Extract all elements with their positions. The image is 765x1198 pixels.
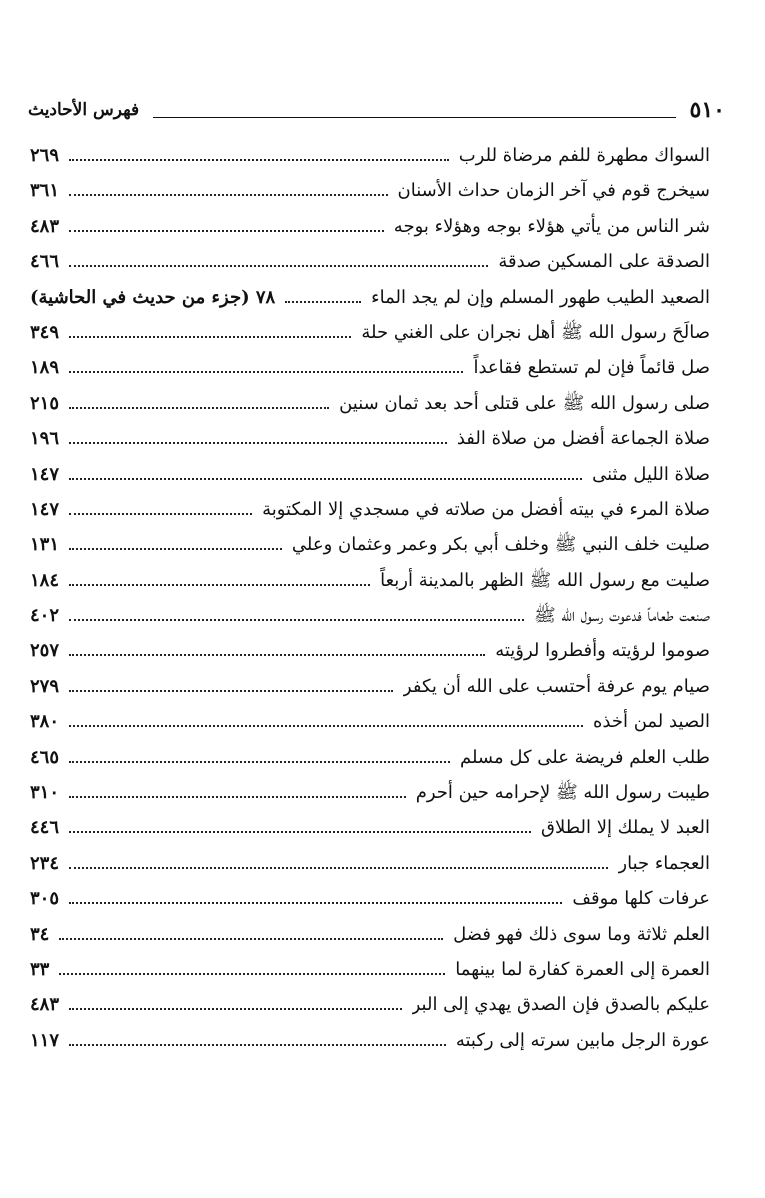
dot-leader — [59, 973, 445, 975]
dot-leader — [69, 442, 447, 444]
hadith-text: العبد لا يملك إلا الطلاق — [541, 817, 710, 839]
hadith-text: صلى رسول الله ﷺ على قتلى أحد بعد ثمان سنين — [339, 392, 710, 414]
index-entry — [30, 669, 710, 704]
index-entry — [30, 598, 710, 633]
page-reference: ٤٤٦ — [30, 817, 60, 839]
index-entry — [30, 740, 710, 775]
dot-leader — [69, 336, 351, 338]
dot-leader — [69, 407, 329, 409]
index-entry — [30, 987, 710, 1022]
index-entry — [30, 421, 710, 456]
dot-leader — [285, 301, 361, 303]
hadith-text: صنعت طعاماً فدعوت رسول الله ﷺ — [533, 605, 710, 627]
dot-leader — [69, 230, 384, 232]
dot-leader — [69, 690, 393, 692]
hadith-text: العمرة إلى العمرة كفارة لما بينهما — [455, 958, 710, 980]
index-entry — [30, 952, 710, 987]
page-reference: ٤٠٢ — [30, 605, 60, 627]
dot-leader — [69, 831, 531, 833]
page-reference: ١٣١ — [30, 534, 60, 556]
page-reference: ٣٤٩ — [30, 321, 60, 343]
index-entry — [30, 280, 710, 315]
page-reference: ٣٦١ — [30, 180, 60, 202]
page-header — [28, 94, 725, 122]
index-entry — [30, 492, 710, 527]
dot-leader — [69, 867, 608, 869]
page-reference: ٧٨ (جزء من حديث في الحاشية) — [30, 286, 276, 308]
hadith-text: سيخرج قوم في آخر الزمان حداث الأسنان — [397, 180, 710, 202]
index-entry — [30, 881, 710, 916]
index-entry — [30, 173, 710, 208]
dot-leader — [69, 761, 450, 763]
page-number: ٥١٠ — [689, 97, 725, 123]
index-entry — [30, 244, 710, 279]
hadith-text: طيبت رسول الله ﷺ لإحرامه حين أحرم — [415, 782, 710, 804]
dot-leader — [69, 1044, 446, 1046]
dot-leader — [69, 796, 406, 798]
dot-leader — [69, 159, 449, 161]
page-reference: ٤٦٥ — [30, 746, 60, 768]
hadith-text: صلاة المرء في بيته أفضل من صلاته في مسجدي إلا المكتوبة — [262, 498, 710, 520]
dot-leader — [59, 938, 443, 940]
dot-leader — [69, 194, 387, 196]
hadith-text: السواك مطهرة للفم مرضاة للرب — [458, 145, 710, 166]
dot-leader — [69, 725, 583, 727]
page-reference: ٤٨٣ — [30, 994, 60, 1016]
dot-leader — [69, 902, 562, 904]
index-entry — [30, 386, 710, 421]
index-entry — [30, 209, 710, 244]
hadith-text: الصدقة على المسكين صدقة — [498, 251, 710, 273]
dot-leader — [69, 548, 282, 550]
hadith-text: الصعيد الطيب طهور المسلم وإن لم يجد الماء — [371, 286, 710, 308]
hadith-text: صالَحَ رسول الله ﷺ أهل نجران على الغني حلة — [361, 321, 710, 343]
page-reference: ١٤٧ — [30, 498, 60, 520]
page-reference: ٢٦٩ — [30, 145, 60, 166]
hadith-text: الصيد لمن أخذه — [592, 711, 710, 733]
page-reference: ٢٥٧ — [30, 640, 60, 662]
hadith-text: صلاة الليل مثنى — [592, 463, 710, 485]
page-reference: ٢١٥ — [30, 392, 60, 414]
index-entry — [30, 917, 710, 952]
hadith-text: عرفات كلها موقف — [572, 888, 710, 910]
index-entry — [30, 846, 710, 881]
dot-leader — [69, 654, 485, 656]
index-entry — [30, 704, 710, 739]
dot-leader — [69, 265, 488, 267]
hadith-text: عورة الرجل مابين سرته إلى ركبته — [455, 1029, 710, 1051]
hadith-text: صيام يوم عرفة أحتسب على الله أن يكفر — [402, 675, 710, 697]
index-entry — [30, 563, 710, 598]
page-reference: ٣١٠ — [30, 782, 60, 804]
index-entry — [30, 775, 710, 810]
page-reference: ١٩٦ — [30, 428, 60, 450]
page-reference: ٣٨٠ — [30, 711, 60, 733]
page-reference: ١٨٩ — [30, 357, 60, 379]
hadith-text: صليت خلف النبي ﷺ وخلف أبي بكر وعمر وعثمان وعلي — [291, 534, 710, 556]
hadith-text: صل قائماً فإن لم تستطع فقاعداً — [473, 357, 710, 379]
page-reference: ٣٠٥ — [30, 888, 60, 910]
header-rule — [153, 117, 675, 118]
page-reference: ١١٧ — [30, 1029, 60, 1051]
page-reference: ٣٤ — [30, 923, 50, 945]
page-reference: ١٨٤ — [30, 569, 60, 591]
index-entry — [30, 138, 710, 173]
page-reference: ٢٣٤ — [30, 852, 60, 874]
dot-leader — [69, 584, 370, 586]
hadith-text: شر الناس من يأتي هؤلاء بوجه وهؤلاء بوجه — [393, 215, 710, 237]
dot-leader — [69, 478, 582, 480]
index-entry — [30, 1023, 710, 1058]
index-entry — [30, 457, 710, 492]
page-title: فهرس الأحاديث — [28, 100, 140, 120]
dot-leader — [69, 371, 463, 373]
hadith-text: طلب العلم فريضة على كل مسلم — [459, 746, 710, 768]
hadith-index-list — [30, 138, 710, 1058]
dot-leader — [69, 1008, 402, 1010]
hadith-text: صليت مع رسول الله ﷺ الظهر بالمدينة أربعاً — [380, 569, 710, 591]
hadith-text: العلم ثلاثة وما سوى ذلك فهو فضل — [453, 923, 710, 945]
dot-leader — [69, 619, 524, 621]
index-entry — [30, 633, 710, 668]
index-entry — [30, 350, 710, 385]
index-entry — [30, 527, 710, 562]
dot-leader — [69, 513, 252, 515]
hadith-text: صلاة الجماعة أفضل من صلاة الفذ — [456, 428, 710, 450]
index-entry — [30, 810, 710, 845]
page-reference: ٢٧٩ — [30, 675, 60, 697]
hadith-text: عليكم بالصدق فإن الصدق يهدي إلى البر — [411, 994, 710, 1016]
hadith-text: العجماء جبار — [618, 852, 710, 874]
index-entry — [30, 315, 710, 350]
page-reference: ٣٣ — [30, 958, 50, 980]
page-reference: ١٤٧ — [30, 463, 60, 485]
hadith-text: صوموا لرؤيته وأفطروا لرؤيته — [495, 640, 710, 662]
page-reference: ٤٨٣ — [30, 215, 60, 237]
page-reference: ٤٦٦ — [30, 251, 60, 273]
